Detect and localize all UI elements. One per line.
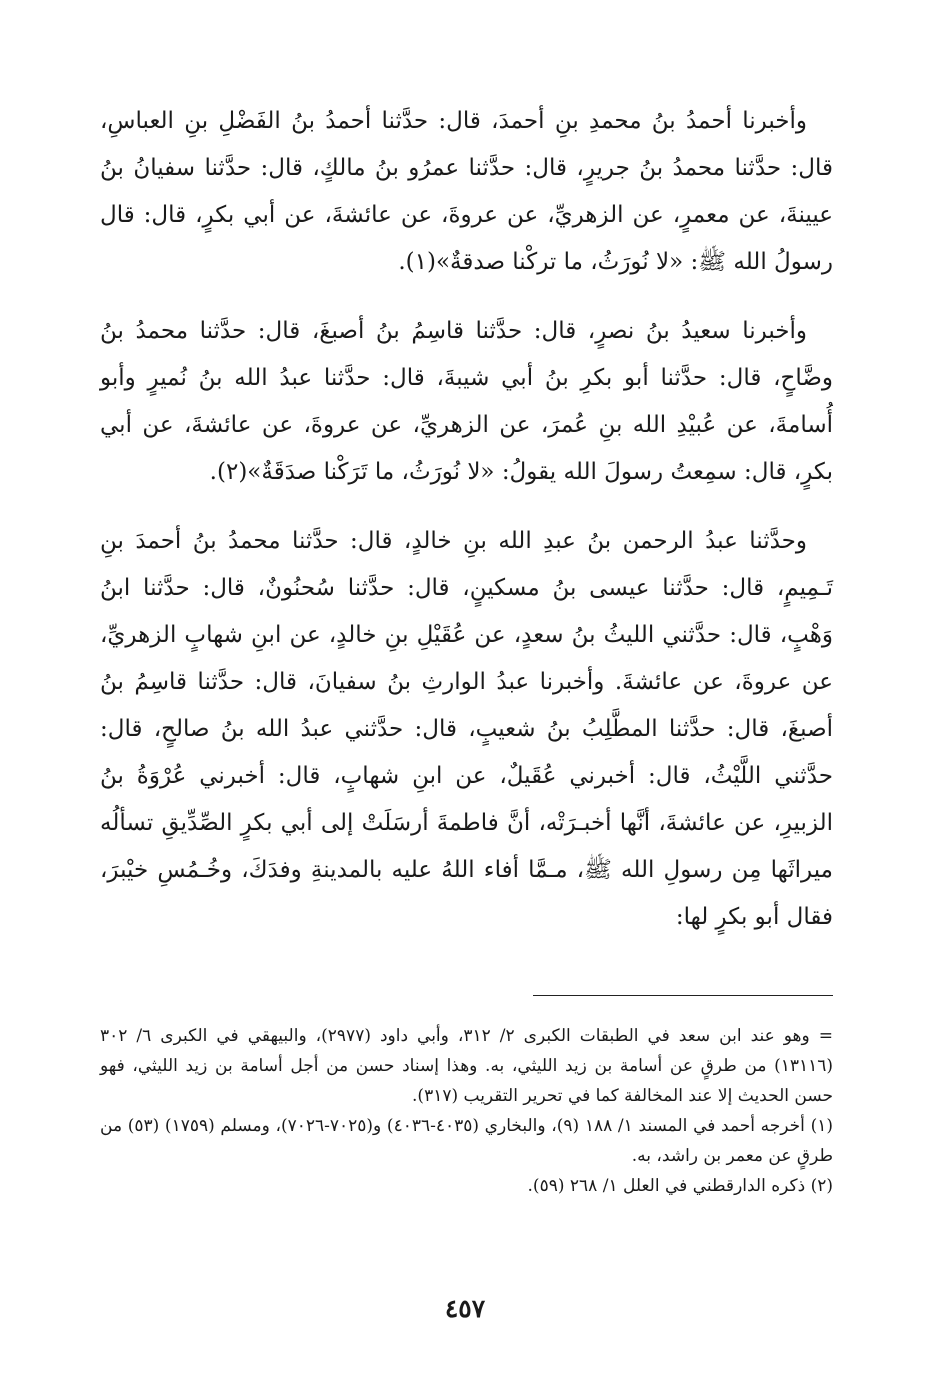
paragraph-2: وأخبرنا سعيدُ بنُ نصرٍ، قال: حدَّثنا قاسِمُ بنُ أصبغَ، قال: حدَّثنا محمدُ بنُ وضَّاحٍ، قال: حدَّثنا أبو بكرِ بنُ أبي شيبةَ، قال: حدَّثنا عبدُ الله بنُ نُميرٍ وأبو أُسامةَ، عن عُبيْدِ الله بنِ عُمرَ، عن الزهريِّ، عن عروةَ، عن عائشةَ، عن أبي بكرٍ، قال: سمِعتُ رسولَ الله يقولُ: «لا نُورَثُ، ما تَرَكْنا صدَقَةٌ»(٢). [100, 318, 833, 485]
paragraph-1: وأخبرنا أحمدُ بنُ محمدِ بنِ أحمدَ، قال: حدَّثنا أحمدُ بنُ الفَضْلِ بنِ العباسِ، قال: حدَّثنا محمدُ بنُ جريرٍ، قال: حدَّثنا عمرُو بنُ مالكٍ، قال: حدَّثنا سفيانُ بنُ عيينةَ، عن معمرٍ، عن الزهريِّ، عن عروةَ، عن عائشةَ، عن أبي بكرٍ، قال: قال رسولُ الله ﷺ: «لا نُورَثُ، ما تركْنا صدقةٌ»(١). [100, 108, 833, 275]
footnote-separator [533, 995, 833, 996]
footnote-1: (١) أخرجه أحمد في المسند ١/ ١٨٨ (٩)، والبخاري (٤٠٣٥-٤٠٣٦) و(٧٠٢٥-٧٠٢٦)، ومسلم (١٧٥٩) (٥٣) من طرقٍ عن معمر بن راشد، به. [100, 1116, 833, 1166]
footnote-2: (٢) ذكره الدارقطني في العلل ١/ ٢٦٨ (٥٩). [527, 1176, 833, 1196]
page-number: ٤٥٧ [444, 1294, 486, 1323]
main-text [100, 98, 833, 963]
footnotes [100, 1021, 833, 1201]
footnote-continued: = وهو عند ابن سعد في الطبقات الكبرى ٢/ ٣١٢، وأبي داود (٢٩٧٧)، والبيهقي في الكبرى ٦/ ٣٠٢ (١٣١١٦) من طرقٍ عن أسامة بن زيد الليثي، به. وهذا إسناد حسن من أجل أسامة بن زيد الليثي، فهو حسن الحديث إلا عند المخالفة كما في تحرير التقريب (٣١٧). [100, 1026, 833, 1106]
paragraph-3: وحدَّثنا عبدُ الرحمن بنُ عبدِ الله بنِ خالدٍ، قال: حدَّثنا محمدُ بنُ أحمدَ بنِ تَـمِيمٍ، قال: حدَّثنا عيسى بنُ مسكينٍ، قال: حدَّثنا سُحنُونٌ، قال: حدَّثنا ابنُ وَهْبٍ، قال: حدَّثني الليثُ بنُ سعدٍ، عن عُقَيْلِ بنِ خالدٍ، عن ابنِ شهابٍ الزهريِّ، عن عروةَ، عن عائشةَ. وأخبرنا عبدُ الوارثِ بنُ سفيانَ، قال: حدَّثنا قاسِمُ بنُ أصبغَ، قال: حدَّثنا المطَّلِبُ بنُ شعيبٍ، قال: حدَّثني عبدُ الله بنُ صالحٍ، قال: حدَّثني اللَّيْثُ، قال: أخبرني عُقَيلٌ، عن ابنِ شهابٍ، قال: أخبرني عُرْوَةُ بنُ الزبيرِ، عن عائشةَ، أنَّها أخبـرَتْه، أنَّ فاطمةَ أرسَلَتْ إلى أبي بكرٍ الصِّدِّيقِ تسألُه ميراثَها مِن رسولِ الله ﷺ، مـمَّا أفاء اللهُ عليه بالمدينةِ وفدَكَ، وخُـمُسِ خيْبرَ، فقال أبو بكرٍ لها: [100, 528, 833, 930]
